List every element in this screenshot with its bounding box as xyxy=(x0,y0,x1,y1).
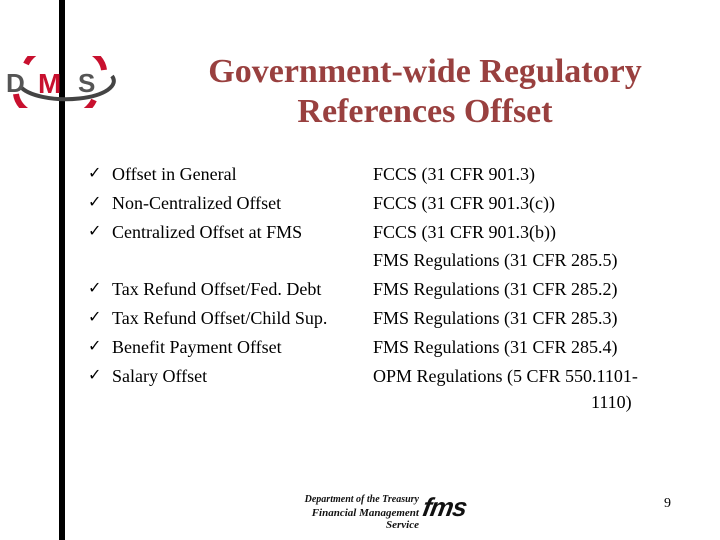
item-label: Centralized Offset at FMS xyxy=(112,221,303,242)
fms-wordmark: fms xyxy=(420,492,469,522)
item-reference: FMS Regulations (31 CFR 285.5) xyxy=(373,250,618,271)
footer-department: Department of the Treasury xyxy=(304,494,419,505)
check-mark-icon: ✓ xyxy=(88,222,102,240)
check-mark-icon: ✓ xyxy=(88,193,102,211)
fms-footer-logo xyxy=(283,492,483,531)
item-reference: FMS Regulations (31 CFR 285.4) xyxy=(373,336,618,357)
item-reference-line: OPM Regulations (5 CFR 550.1101- xyxy=(373,365,638,386)
item-label: Offset in General xyxy=(112,164,237,184)
svg-text:M: M xyxy=(38,68,62,99)
check-mark-icon: ✓ xyxy=(88,165,102,182)
item-reference: FMS Regulations (31 CFR 285.3) xyxy=(373,307,618,328)
check-mark-icon: ✓ xyxy=(88,366,102,384)
references-list xyxy=(88,160,718,414)
item-reference: FCCS (31 CFR 901.3(b)) xyxy=(373,221,557,242)
title-line-2: References Offset xyxy=(297,93,553,130)
item-label: Benefit Payment Offset xyxy=(112,336,282,357)
item-reference xyxy=(373,362,638,415)
item-reference: FCCS (31 CFR 901.3(c)) xyxy=(373,192,556,213)
svg-text:S: S xyxy=(78,68,96,98)
item-label: Tax Refund Offset/Fed. Debt xyxy=(112,279,322,300)
list-item xyxy=(88,362,718,415)
check-mark-icon: ✓ xyxy=(88,337,102,355)
list-item xyxy=(88,189,718,218)
list-item xyxy=(88,160,718,189)
svg-text:D: D xyxy=(6,68,25,98)
item-label: Non-Centralized Offset xyxy=(112,192,282,213)
dms-logo xyxy=(4,56,116,108)
item-label: Tax Refund Offset/Child Sup. xyxy=(112,307,328,328)
list-item xyxy=(88,333,718,362)
item-label: Salary Offset xyxy=(112,365,208,386)
item-reference: FCCS (31 CFR 901.3) xyxy=(373,164,536,184)
footer-service: Financial Management Service xyxy=(311,507,419,531)
page-title xyxy=(130,52,720,132)
check-mark-icon: ✓ xyxy=(88,280,102,298)
title-line-1: Government-wide Regulatory xyxy=(208,53,642,90)
list-item xyxy=(88,304,718,333)
check-mark-icon: ✓ xyxy=(88,308,102,326)
list-item xyxy=(88,218,718,247)
item-reference: FMS Regulations (31 CFR 285.2) xyxy=(373,279,618,300)
list-item-continuation xyxy=(88,246,718,275)
list-item xyxy=(88,275,718,304)
item-reference-continuation: 1110) xyxy=(591,392,632,413)
page-number: 9 xyxy=(664,496,671,511)
